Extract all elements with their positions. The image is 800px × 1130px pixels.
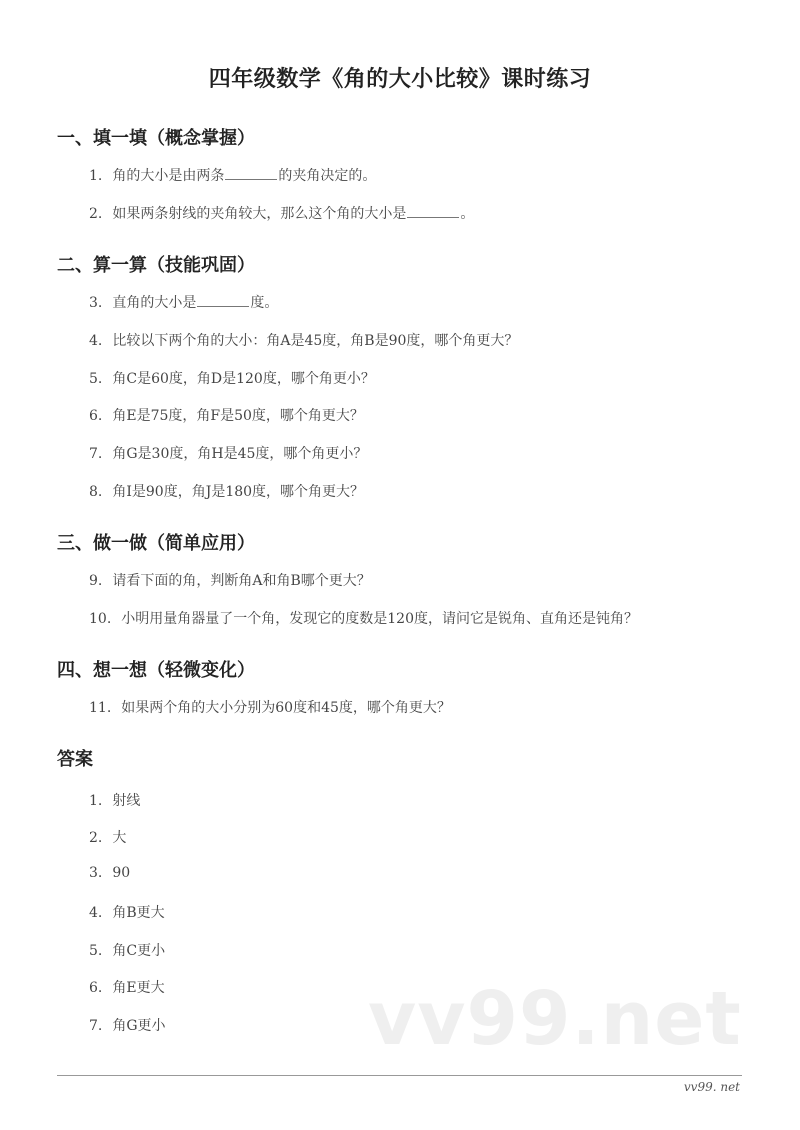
answer-6 [89,977,165,997]
section-heading-calculate: 二、算一算（技能巩固） [57,255,255,276]
question-text-after: 。 [460,206,475,222]
question-number: 6. [89,408,103,424]
question-number: 4. [89,333,103,349]
section-heading-apply: 三、做一做（简单应用） [57,533,255,554]
question-number: 7. [89,446,103,462]
answer-2 [89,827,126,847]
section-heading-think: 四、想一想（轻微变化） [57,660,255,681]
question-number: 8. [89,484,103,500]
question-10 [89,608,638,628]
answers-heading: 答案 [57,749,93,770]
question-text-after: 的夹角决定的。 [278,168,377,184]
answer-blank [407,203,459,218]
question-text: 角I是90度，角J是180度，哪个角更大？ [112,484,365,500]
question-6 [89,405,364,425]
question-text: 角G是30度，角H是45度，哪个角更小？ [112,446,368,462]
question-3 [89,292,278,312]
question-number: 3. [89,295,103,311]
question-text: 小明用量角器量了一个角，发现它的度数是120度，请问它是锐角、直角还是钝角？ [121,611,638,627]
answer-blank [225,165,277,180]
answer-number: 2. [89,830,103,846]
question-4 [89,330,518,350]
question-9 [89,570,371,590]
question-number: 5. [89,371,103,387]
answer-text: 90 [112,865,131,881]
question-number: 10. [89,611,112,627]
question-text-before: 直角的大小是 [112,295,197,311]
question-text: 比较以下两个角的大小：角A是45度，角B是90度，哪个角更大？ [112,333,519,349]
answer-number: 6. [89,980,103,996]
answer-7 [89,1015,166,1035]
answer-text: 角C更小 [112,943,166,959]
question-number: 9. [89,573,103,589]
footer-site-name: vv99. net [683,1080,740,1094]
answer-text: 大 [112,830,127,846]
answer-number: 7. [89,1018,103,1034]
question-number: 2. [89,206,103,222]
answer-blank [197,292,249,307]
answer-number: 4. [89,905,103,921]
answer-text: 角E更大 [112,980,165,996]
question-2 [89,203,474,223]
question-5 [89,368,375,388]
question-text: 请看下面的角，判断角A和角B哪个更大？ [112,573,371,589]
answer-text: 角B更大 [112,905,165,921]
question-11 [89,697,451,717]
answer-number: 1. [89,793,103,809]
answer-1 [89,790,140,810]
question-number: 1. [89,168,103,184]
question-1 [89,165,376,185]
question-text: 如果两个角的大小分别为60度和45度，哪个角更大？ [121,700,451,716]
answer-text: 射线 [112,793,141,809]
answer-3 [89,865,130,881]
question-text: 角C是60度，角D是120度，哪个角更小？ [112,371,375,387]
answer-number: 3. [89,865,103,881]
answer-number: 5. [89,943,103,959]
footer-divider [57,1075,742,1076]
page-title: 四年级数学《角的大小比较》课时练习 [208,67,592,92]
question-text-before: 角的大小是由两条 [112,168,225,184]
answer-text: 角G更小 [112,1018,166,1034]
answer-5 [89,940,165,960]
section-heading-fill-in: 一、填一填（概念掌握） [57,128,255,149]
question-8 [89,481,364,501]
answer-4 [89,902,165,922]
watermark: vv99.net [368,976,742,1062]
question-7 [89,443,367,463]
question-text-before: 如果两条射线的夹角较大，那么这个角的大小是 [112,206,407,222]
question-text: 角E是75度，角F是50度，哪个角更大？ [112,408,364,424]
question-number: 11. [89,700,112,716]
question-text-after: 度。 [250,295,279,311]
